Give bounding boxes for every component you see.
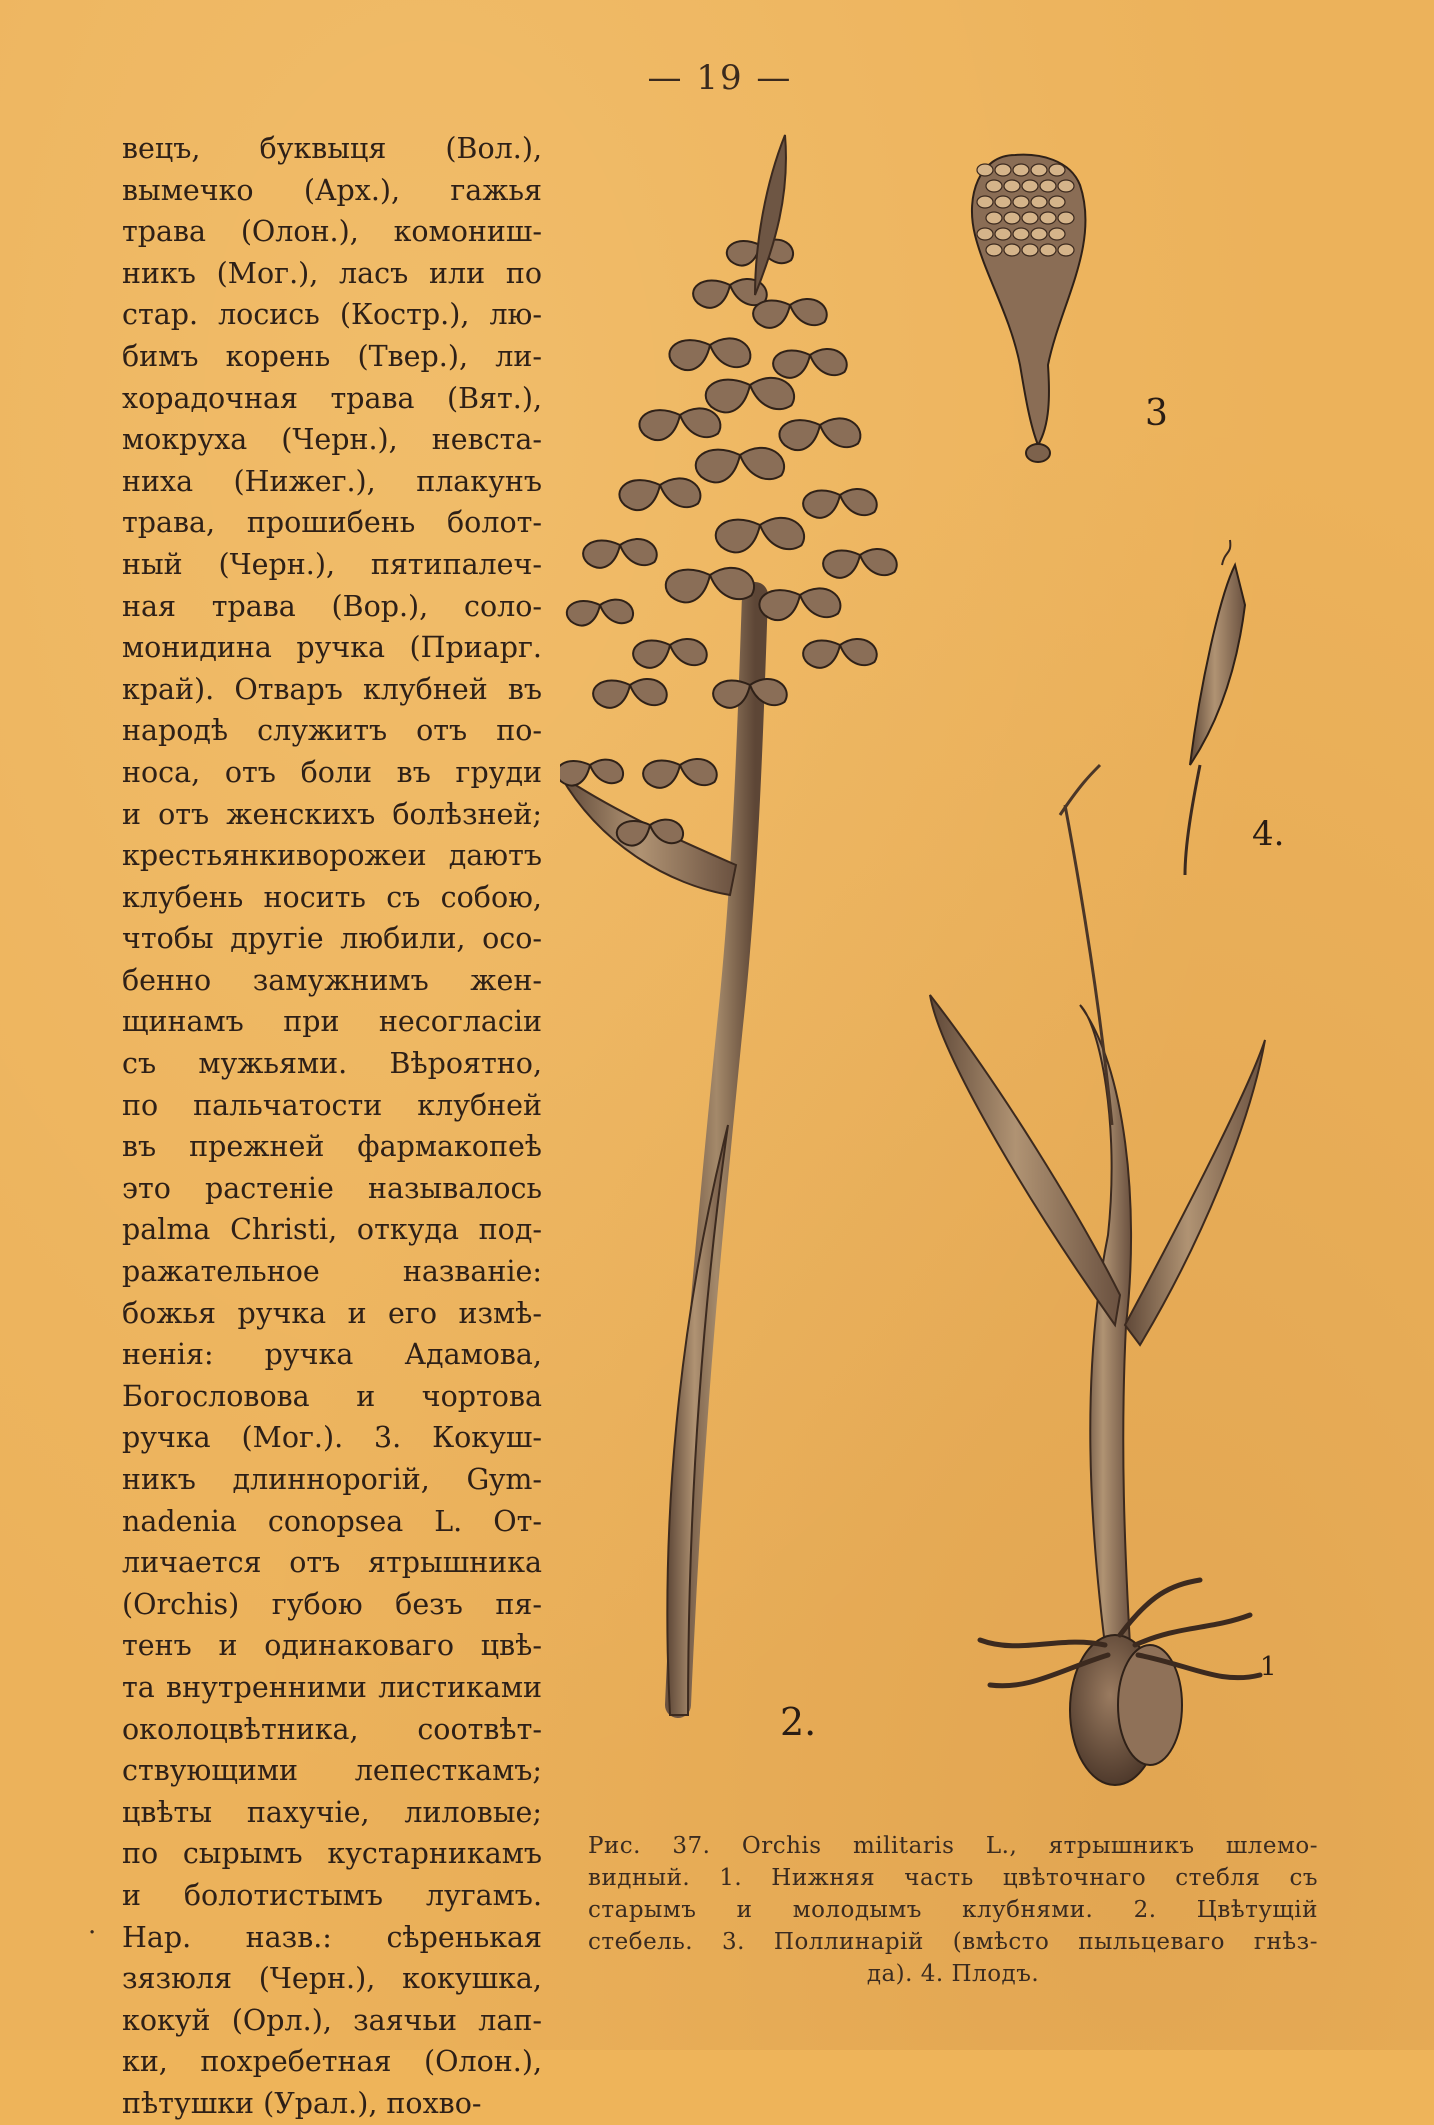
flower xyxy=(759,588,840,620)
text-line: бенно замужнимъ жен- xyxy=(122,963,542,997)
pollen-mass xyxy=(1040,212,1056,224)
caption-line: видный. 1. Нижняя часть цвѣточнаго стебля съ xyxy=(588,1865,1318,1891)
text-line: божья ручка и его измѣ- xyxy=(122,1296,542,1330)
text-line: околоцвѣтника, соотвѣт- xyxy=(122,1712,542,1746)
text-line: Богословова и чортова xyxy=(122,1379,542,1413)
flower xyxy=(706,378,794,413)
flower xyxy=(803,639,877,668)
caption-line: Рис. 37. Orchis militaris L., ятрышникъ шлемо- xyxy=(588,1833,1318,1859)
fruit-drawing xyxy=(1185,540,1245,875)
flowering-stem-drawing xyxy=(560,135,897,1715)
flower xyxy=(696,448,784,483)
flower xyxy=(643,759,717,788)
text-line: ненія: ручка Адамова, xyxy=(122,1338,542,1372)
pollen-mass xyxy=(1004,244,1020,256)
pollen-mass xyxy=(1031,164,1047,176)
text-line: клубень носить съ собою, xyxy=(122,880,542,914)
flower xyxy=(639,408,720,440)
text-line: никъ (Мог.), ласъ или по xyxy=(122,256,542,290)
pollen-mass xyxy=(1022,212,1038,224)
text-line: кокуй (Орл.), заячьи лап- xyxy=(122,2003,542,2037)
text-line: носа, отъ боли въ груди xyxy=(122,755,542,789)
text-line: (Orchis) губою безъ пя- xyxy=(122,1587,542,1621)
flower xyxy=(669,338,750,370)
text-line: хорадочная трава (Вят.), xyxy=(122,381,542,415)
flower xyxy=(803,489,877,518)
pollen-mass xyxy=(1022,244,1038,256)
pollen-mass xyxy=(986,180,1002,192)
pollen-mass xyxy=(986,212,1002,224)
pollen-mass xyxy=(1058,180,1074,192)
text-line: мокруха (Черн.), невста- xyxy=(122,423,542,457)
caption-line: да). 4. Плодъ. xyxy=(866,1961,1040,1987)
text-line: чтобы другіе любили, осо- xyxy=(122,922,542,956)
text-line: та внутренними листиками xyxy=(122,1670,542,1704)
flower xyxy=(583,539,657,568)
text-line: монидина ручка (Приарг. xyxy=(122,631,542,665)
text-line: ки, похребетная (Олон.), xyxy=(122,2045,542,2079)
text-line: пѣтушки (Урал.), похво- xyxy=(122,2086,482,2120)
text-line: ручка (Мог.). 3. Кокуш- xyxy=(122,1421,542,1455)
text-line: вецъ, буквыця (Вол.), xyxy=(122,132,542,165)
pollen-mass xyxy=(1013,164,1029,176)
pollen-mass xyxy=(1031,228,1047,240)
text-line: зязюля (Черн.), кокушка, xyxy=(122,1962,542,1996)
text-line: край). Отваръ клубней въ xyxy=(122,672,542,706)
pollen-mass xyxy=(1004,180,1020,192)
text-line: въ прежней фармакопеѣ xyxy=(122,1130,542,1164)
caption-line: стебель. 3. Поллинарій (вмѣсто пыльцеваго гнѣз- xyxy=(588,1929,1318,1955)
text-line: ная трава (Вор.), соло- xyxy=(122,589,542,623)
pollen-mass xyxy=(1049,196,1065,208)
pollen-mass xyxy=(977,164,993,176)
text-line: ниха (Нижег.), плакунъ xyxy=(122,464,542,498)
text-line: щинамъ при несогласіи xyxy=(122,1005,542,1039)
flower xyxy=(633,639,707,668)
text-line: palma Christi, откуда под- xyxy=(122,1213,542,1247)
pollen-mass xyxy=(986,244,1002,256)
text-line: народѣ служитъ отъ по- xyxy=(122,714,542,748)
margin-mark: · xyxy=(88,1918,97,1948)
pollen-mass xyxy=(1049,164,1065,176)
text-line: никъ длиннорогій, Gym- xyxy=(122,1463,542,1496)
body-text-column xyxy=(122,128,542,2125)
text-line: крестьянкиворожеи даютъ xyxy=(122,839,542,873)
pollen-mass xyxy=(1004,212,1020,224)
figure-caption xyxy=(588,1830,1318,1990)
pollen-mass xyxy=(995,196,1011,208)
figure-label-1: 1 xyxy=(1260,1652,1277,1682)
flower-spike xyxy=(560,240,897,846)
text-line: ствующими лепесткамъ; xyxy=(122,1754,542,1788)
figure-label-2: 2. xyxy=(780,1700,817,1744)
pollen-mass xyxy=(977,228,993,240)
text-line: и болотистымъ лугамъ. xyxy=(122,1878,542,1912)
pollen-mass xyxy=(1022,180,1038,192)
text-line: ный (Черн.), пятипалеч- xyxy=(122,547,542,581)
text-line: по пальчатости клубней xyxy=(122,1088,542,1122)
pollen-mass xyxy=(1031,196,1047,208)
pollinarium-drawing xyxy=(972,155,1086,462)
botanical-illustration xyxy=(560,125,1340,1815)
pollen-mass xyxy=(1049,228,1065,240)
text-line: это растеніе называлось xyxy=(122,1171,542,1205)
text-line: съ мужьями. Вѣроятно, xyxy=(122,1047,542,1081)
text-line: тенъ и одинаковаго цвѣ- xyxy=(122,1629,542,1663)
pollen-mass xyxy=(1058,244,1074,256)
pollen-mass xyxy=(995,228,1011,240)
text-line: трава (Олон.), комониш- xyxy=(122,215,542,249)
flower xyxy=(567,600,633,626)
figure-label-3: 3 xyxy=(1145,393,1168,434)
text-line: по сырымъ кустарникамъ xyxy=(122,1837,542,1871)
flower xyxy=(593,679,667,708)
flower xyxy=(716,518,804,553)
pollen-mass xyxy=(1013,196,1029,208)
pollen-mass xyxy=(1058,212,1074,224)
text-line: бимъ корень (Твер.), ли- xyxy=(122,339,542,373)
figure-label-4: 4. xyxy=(1252,814,1285,854)
flower xyxy=(779,418,860,450)
text-line: личается отъ ятрышника xyxy=(122,1546,542,1580)
text-line: цвѣты пахучіе, лиловые; xyxy=(122,1795,542,1829)
text-line: стар. лосись (Костр.), лю- xyxy=(122,298,542,332)
flower xyxy=(823,549,897,578)
flower xyxy=(619,478,700,510)
pollen-mass xyxy=(1040,180,1056,192)
flower xyxy=(560,760,623,786)
caption-line: старымъ и молодымъ клубнями. 2. Цвѣтущій xyxy=(588,1897,1318,1923)
text-line: Нар. назв.: сѣренькая xyxy=(122,1920,542,1954)
text-line: ражательное названіе: xyxy=(122,1255,542,1289)
flower xyxy=(666,568,754,603)
flower xyxy=(773,349,847,378)
orchis-militaris-figure xyxy=(560,125,1340,1815)
page-number: — 19 — xyxy=(647,58,793,98)
pollen-mass xyxy=(1040,244,1056,256)
lower-stem-with-tubers-drawing xyxy=(930,765,1265,1785)
pollen-mass xyxy=(1013,228,1029,240)
text-line: трава, прошибень болот- xyxy=(122,506,542,540)
pollen-mass xyxy=(995,164,1011,176)
flower xyxy=(753,299,827,328)
text-line: nadenia conopsea L. От- xyxy=(122,1504,542,1538)
text-line: вымечко (Арх.), гажья xyxy=(122,173,542,207)
pollen-mass xyxy=(977,196,993,208)
text-line: и отъ женскихъ болѣзней; xyxy=(122,797,542,831)
